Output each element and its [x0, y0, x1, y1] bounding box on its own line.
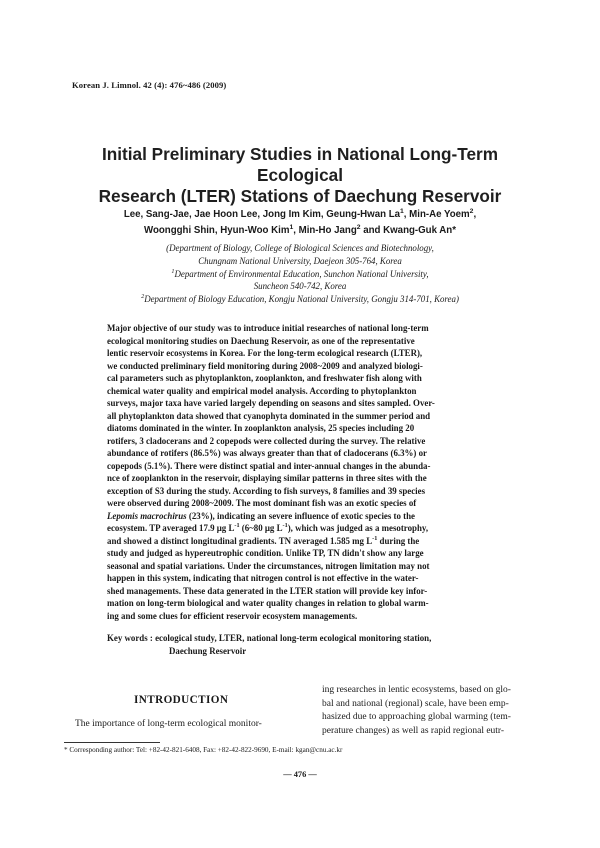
- author-text: Woongghi Shin, Hyun-Woo Kim: [144, 225, 290, 236]
- body-column-right: [322, 684, 552, 738]
- abstract-line: surveys, major taxa have varied largely depending on seasons and sites sampled. Over-: [107, 398, 435, 408]
- body-text-line: ing researches in lentic ecosystems, based on glo-: [322, 685, 511, 695]
- abstract-line: were observed during 2008~2009. The most dominant fish was an exotic species of: [107, 498, 417, 508]
- author-list: [90, 207, 510, 239]
- keywords-line: Daechung Reservoir: [169, 645, 247, 656]
- affiliation-marker: 2: [141, 293, 145, 301]
- affiliation-line: $^1$Department of Environmental Education, Sunchon National University,: [171, 267, 429, 279]
- body-text-line: bal and national (regional) scale, have been emp-: [322, 698, 509, 709]
- abstract-line: seasonal and spatial variations. Under the circumstances, nitrogen limitation may not: [107, 560, 430, 571]
- affiliation-marker: 2: [356, 223, 361, 231]
- author-line-2: [90, 223, 510, 239]
- abstract-line: and showed a distinct longitudinal gradients. TN averaged 1.585 mg $L^{-1}$ during the: [107, 534, 420, 546]
- author-text: , Min-Ae Yoem: [403, 209, 470, 220]
- abstract-line: Lepomis macrochirus (23%), indicating an severe influence of exotic species to the: [107, 510, 415, 521]
- author-text: ,: [473, 209, 477, 220]
- affiliation-marker: 1: [171, 267, 175, 275]
- body-text-line: perature changes) as well as rapid regional eutr-: [322, 725, 505, 736]
- abstract-line: nce of zooplankton in the reservoir, displaying similar patterns in three sites with the: [107, 473, 427, 483]
- abstract-line: rotifers, 3 cladocerans and 2 copepods were collected during the survey. The relative: [107, 435, 426, 446]
- abstract-line: cal parameters such as phytoplankton, zooplankton, and freshwater fish along with: [107, 373, 422, 383]
- abstract-line: study and judged as hypereutrophic condition. Unlike TP, TN didn't show any large: [107, 548, 424, 558]
- abstract-line: happen in this system, indicating that nitrogen control is not effective in the water-: [107, 573, 419, 583]
- affiliation-marker: 2: [469, 207, 474, 215]
- journal-reference: Korean J. Limnol. 42 (4): 476~486 (2009): [72, 80, 227, 90]
- author-line-1: [90, 207, 510, 223]
- corresponding-author-footnote: * Corresponding author: Tel: +82-42-821-6408, Fax: +82-42-822-9690, E-mail: kgan@cnu.ac.kr: [64, 746, 343, 754]
- abstract: [107, 322, 497, 622]
- abstract-line: lentic reservoir ecosystems in Korea. For the long-term ecological research (LTER),: [107, 348, 423, 358]
- abstract-line: Major objective of our study was to introduce initial researches of national long-term: [107, 323, 429, 333]
- title-line-2: Research (LTER) Stations of Daechung Reservoir: [98, 186, 502, 206]
- footnote-divider: [64, 742, 160, 743]
- affiliation-marker: 1: [400, 207, 404, 215]
- affiliation-marker: 1: [289, 223, 294, 231]
- keywords-line: Key words : ecological study, LTER, national long-term ecological monitoring station,: [107, 633, 432, 643]
- abstract-line: abundance of rotifers (86.5%) was always greater than that of cladocerans (6.3%) or: [107, 448, 427, 458]
- affiliation-line: Chungnam National University, Daejeon 305-764, Korea: [198, 255, 402, 266]
- abstract-line: exception of S3 during the study. According to fish surveys, 8 families and 39 species: [107, 485, 426, 496]
- body-text-line: hasized due to approaching global warming (tem-: [322, 712, 511, 722]
- abstract-line: ing and some clues for efficient reservoir ecosystem managements.: [107, 610, 358, 621]
- affiliation-line: (Department of Biology, College of Biological Sciences and Biotechnology,: [166, 243, 434, 253]
- body-text-line: The importance of long-term ecological monitor-: [75, 719, 262, 729]
- abstract-line: ecosystem. TP averaged 17.9 μg $L^{-1}$ (6~80 μg $L^{-1}$), which was judged as a mesotrophy,: [107, 522, 429, 533]
- page-number: — 476 —: [283, 770, 317, 779]
- author-text: Lee, Sang-Jae, Jae Hoon Lee, Jong Im Kim, Geung-Hwan La: [123, 209, 401, 220]
- abstract-line: chemical water quality and empirical model analysis. According to phytoplankton: [107, 385, 417, 396]
- abstract-line: shed managements. These data generated in the LTER station will provide key infor-: [107, 585, 428, 596]
- abstract-line: diatoms dominated in the winter. In zooplankton analysis, 25 species including 20: [107, 423, 415, 433]
- abstract-line: copepods (5.1%). There were distinct spatial and inter-annual changes in the abunda-: [107, 460, 431, 471]
- affiliations: [95, 242, 505, 306]
- author-text: , Min-Ho Jang: [293, 225, 357, 236]
- species-name: Lepomis macrochirus: [107, 510, 187, 521]
- keywords: [107, 632, 502, 657]
- author-text: and Kwang-Guk An*: [360, 225, 456, 236]
- affiliation-line: $^2$Department of Biology Education, Kongju National University, Gongju 314-701, Korea): [141, 293, 459, 305]
- abstract-line: ecological monitoring studies on Daechung Reservoir, as one of the representative: [107, 335, 415, 346]
- section-heading-introduction: INTRODUCTION: [134, 694, 229, 706]
- paper-title: [60, 144, 540, 207]
- title-line-1: Initial Preliminary Studies in National Long-Term Ecological: [101, 144, 498, 185]
- body-column-left: [75, 718, 305, 732]
- abstract-line: we conducted preliminary field monitoring during 2008~2009 and analyzed biologi-: [107, 360, 423, 371]
- affiliation-line: Suncheon 540-742, Korea: [253, 281, 347, 292]
- abstract-line: all phytoplankton data showed that cyanophyta dominated in the summer period and: [107, 410, 431, 421]
- abstract-line: mation on long-term biological and water quality changes in relation to global warm-: [107, 598, 429, 608]
